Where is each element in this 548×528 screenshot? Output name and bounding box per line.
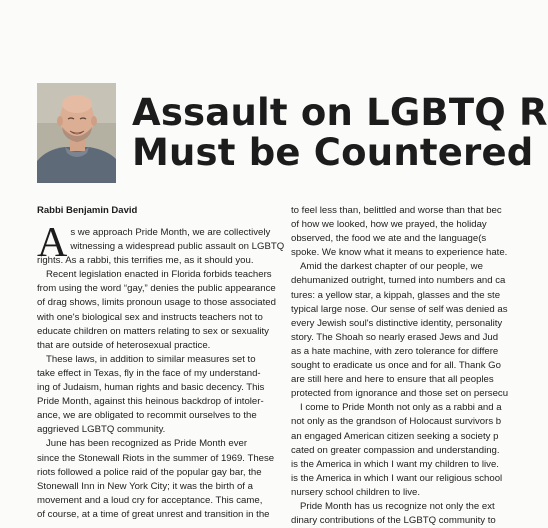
text-line: spoke. We know what it means to experience hate.: [291, 247, 508, 259]
text-line: protected from ignorance and those set on persecu: [291, 388, 509, 400]
paragraph-laws: [37, 353, 281, 438]
intro-line-2: witnessing a widespread public assault on LGBTQ: [70, 241, 285, 253]
text-line: are still here and here to ensure that all peoples: [291, 374, 494, 386]
text-line: with one's biological sex and instructs teachers not to: [37, 311, 263, 323]
text-line: aggrieved LGBTQ community.: [37, 424, 166, 436]
text-line: since the Stonewall Riots in the summer of 1969. These: [37, 452, 275, 464]
text-line: sought to eradicate us once and for all. Thank Go: [291, 360, 501, 372]
text-line: as a hate machine, with zero tolerance for differe: [291, 345, 499, 357]
text-line: ing of Judaism, human rights and basic decency. This: [37, 382, 265, 394]
author-byline: Rabbi Benjamin David: [37, 205, 138, 216]
paragraph-intro: [37, 220, 285, 268]
intro-line-3: rights. As a rabbi, this terrifies me, as it should you.: [37, 255, 254, 267]
paragraph-pride-month-rabbi: [291, 401, 531, 500]
text-line: observed, the food we ate and the language(s: [291, 233, 487, 245]
headline-line-2: Must be Countered: [132, 131, 534, 174]
text-line: typical large nose. Our sense of self was denied as: [291, 303, 508, 315]
text-line: Recent legislation enacted in Florida forbids teachers: [46, 269, 272, 281]
author-portrait-image: [37, 83, 116, 183]
text-line: that are outside of heterosexual practice.: [37, 339, 211, 351]
text-column-1: [37, 220, 285, 522]
paragraph-recognize: [291, 500, 531, 528]
text-line: Pride Month has us recognize not only the ext: [300, 500, 495, 512]
text-line: is the America in which I want our religious school: [291, 472, 503, 484]
text-line: Stonewall Inn in New York City; it was the birth of a: [37, 480, 253, 492]
paragraph-june: [37, 437, 281, 522]
paragraph-hate: [291, 204, 531, 260]
text-line: nursery school children to live.: [291, 486, 421, 498]
text-line: is the America in which I want my children to live.: [291, 458, 499, 470]
author-photo: [37, 83, 116, 183]
text-line: June has been recognized as Pride Month ever: [46, 438, 248, 450]
text-line: I come to Pride Month not only as a rabbi and a: [300, 402, 502, 414]
article-headline: [132, 91, 548, 174]
text-line: cated on greater compassion and understanding.: [291, 444, 500, 456]
paragraph-legislation: [37, 268, 281, 353]
headline-line-1: Assault on LGBTQ R: [132, 91, 548, 134]
text-line: take effect in Texas, fly in the face of my understand-: [37, 367, 261, 379]
text-line: movement and a loud cry for acceptance. This came,: [37, 494, 263, 506]
text-line: Pride Month, against this heinous backdrop of intoler-: [37, 396, 264, 408]
text-line: story. The Shoah so nearly erased Jews and Jud: [291, 331, 499, 343]
text-line: riots followed a police raid of the popular gay bar, the: [37, 466, 262, 478]
text-column-2: [291, 204, 531, 528]
text-line: These laws, in addition to similar measures set to: [46, 353, 256, 365]
drop-cap: A: [37, 220, 68, 266]
text-line: Amid the darkest chapter of our people, we: [300, 261, 483, 273]
text-line: dinary contributions of the LGBTQ community to: [291, 515, 496, 527]
text-line: of drag shows, limits pronoun usage to those associated: [37, 297, 276, 309]
intro-line-1: s we approach Pride Month, we are collectively: [70, 227, 271, 238]
text-line: of how we looked, how we prayed, the holiday: [291, 219, 487, 231]
text-line: ance, we are obligated to recommit ourselves to the: [37, 410, 257, 422]
text-line: dehumanized outright, turned into numbers and ca: [291, 275, 506, 287]
text-line: to feel less than, belittled and worse than that bec: [291, 205, 502, 216]
text-line: from using the word “gay,” denies the public appearance: [37, 283, 276, 295]
text-line: of course, at a time of great unrest and transition in the: [37, 508, 270, 520]
text-line: every Jewish soul's distinctive identity, personality: [291, 317, 503, 329]
text-line: tures: a yellow star, a kippah, glasses and the ste: [291, 289, 501, 301]
text-line: educate children on matters relating to sex or sexuality: [37, 325, 269, 337]
text-line: not only as the grandson of Holocaust survivors b: [291, 416, 502, 428]
text-line: an engaged American citizen seeking a society p: [291, 430, 499, 442]
paragraph-darkest-chapter: [291, 260, 531, 401]
